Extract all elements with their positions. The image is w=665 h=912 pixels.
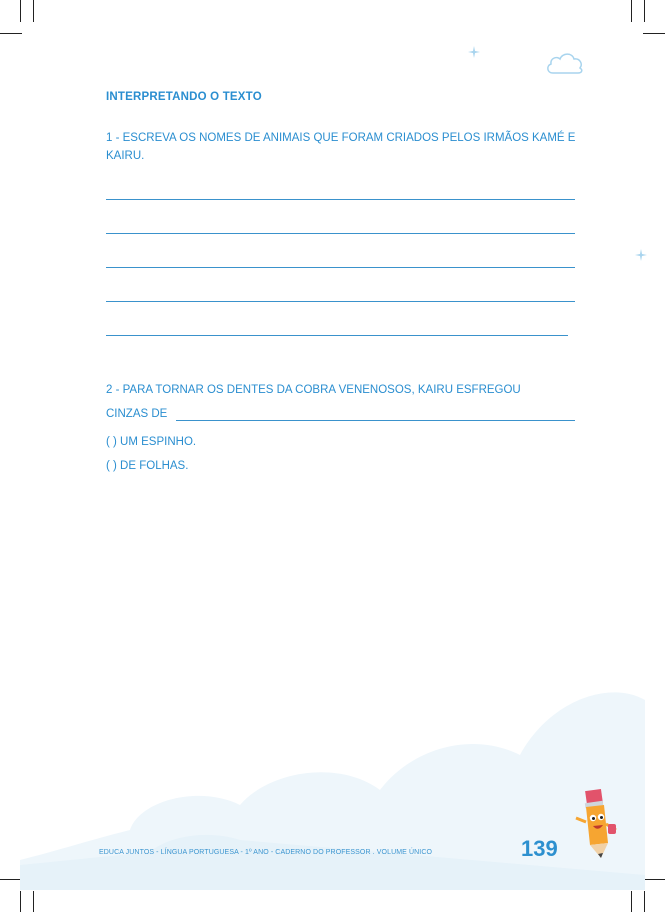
answer-line-2[interactable] — [106, 233, 575, 234]
footer-text: EDUCA JUNTOS - LÍNGUA PORTUGUESA - 1º ANO - CADERNO DO PROFESSOR . VOLUME ÚNICO — [99, 849, 433, 856]
crop-mark-top-left-v1 — [20, 0, 21, 22]
crop-mark-top-right-h — [643, 33, 665, 34]
crop-mark-bottom-right-v2 — [644, 891, 645, 912]
question-2-line-1: 2 - PARA TORNAR OS DENTES DA COBRA VENENOSOS, KAIRU ESFREGOU — [106, 384, 521, 396]
pencil-mascot-icon — [572, 788, 622, 864]
crop-mark-top-left-h — [0, 33, 22, 34]
crop-mark-bottom-right-v1 — [631, 891, 632, 912]
question-1-text: 1 - ESCREVA OS NOMES DE ANIMAIS QUE FORAM CRIADOS PELOS IRMÃOS KAMÉ E KAIRU. — [106, 132, 576, 162]
section-title: INTERPRETANDO O TEXTO — [106, 91, 262, 103]
question-2-fill-line[interactable] — [176, 420, 575, 421]
sparkle-icon-right — [635, 249, 647, 261]
option-folhas[interactable]: ( ) DE FOLHAS. — [106, 460, 189, 472]
answer-line-1[interactable] — [106, 199, 575, 200]
question-2-line-2: CINZAS DE — [106, 408, 168, 420]
crop-mark-top-right-v2 — [644, 0, 645, 22]
page-number: 139 — [521, 836, 558, 861]
answer-line-5[interactable] — [106, 335, 568, 336]
answer-line-4[interactable] — [106, 301, 575, 302]
crop-mark-top-left-v2 — [33, 0, 34, 22]
answer-line-3[interactable] — [106, 267, 575, 268]
option-espinho[interactable]: ( ) UM ESPINHO. — [106, 436, 197, 448]
crop-mark-bottom-left-v2 — [33, 891, 34, 912]
crop-mark-bottom-left-v1 — [20, 891, 21, 912]
cloud-outline-icon — [545, 50, 585, 76]
question-2-text — [106, 383, 576, 421]
crop-mark-top-right-v1 — [631, 0, 632, 22]
sparkle-icon — [468, 46, 480, 58]
